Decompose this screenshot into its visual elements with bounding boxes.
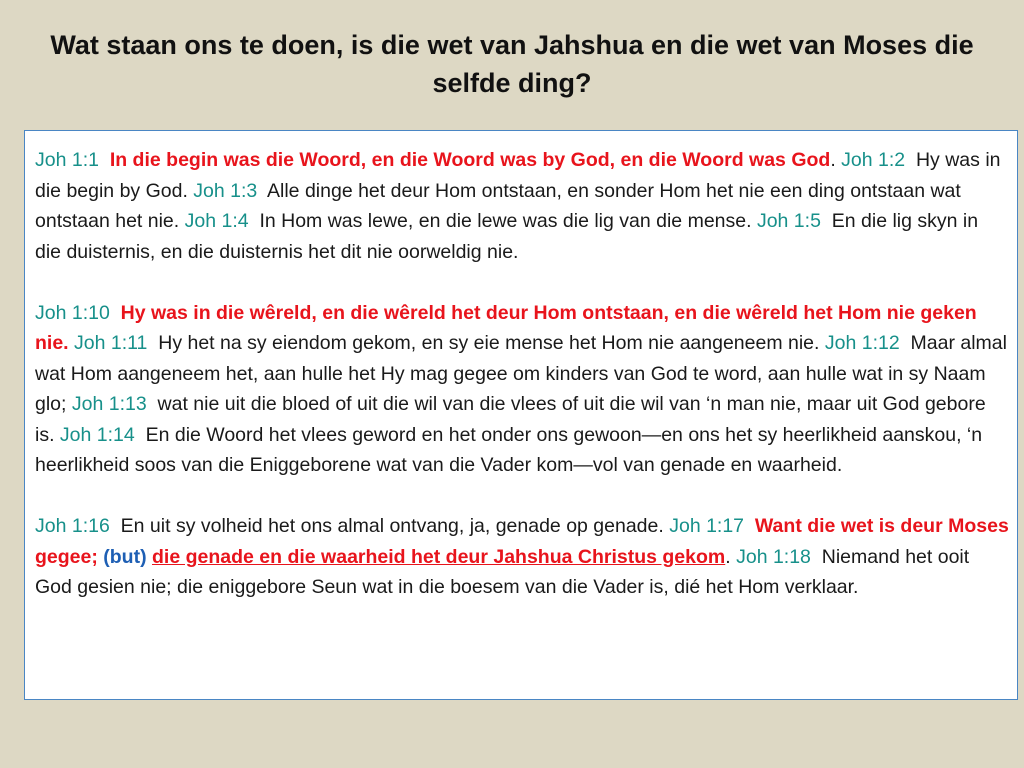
- verse-text: In Hom was lewe, en die lewe was die lig van die mense.: [259, 210, 752, 232]
- verse-ref: Joh 1:1: [35, 149, 99, 171]
- paragraph-2: [35, 298, 1009, 481]
- verse-text: Hy was in die begin by God.: [35, 149, 1001, 202]
- punctuation: .: [830, 149, 836, 171]
- verse-ref: Joh 1:2: [841, 149, 906, 171]
- verse-ref: Joh 1:3: [193, 179, 258, 202]
- verse-ref: Joh 1:4: [184, 210, 249, 232]
- verse-text: Hy het na sy eiendom gekom, en sy eie mense het Hom nie aangeneem nie.: [158, 332, 820, 354]
- verse-ref: Joh 1:13: [71, 393, 147, 415]
- verse-ref: Joh 1:10: [35, 301, 110, 324]
- scripture-text-box: [24, 130, 1018, 700]
- verse-ref: Joh 1:14: [59, 423, 135, 446]
- verse-ref: Joh 1:12: [824, 332, 900, 354]
- verse-ref: Joh 1:11: [74, 332, 148, 354]
- verse-text: wat nie uit die bloed of uit die wil van die vlees of uit die wil van ‘n man nie, maar uit God gebore is.: [35, 393, 986, 446]
- verse-ref: Joh 1:5: [756, 210, 821, 232]
- punctuation: .: [725, 545, 731, 568]
- verse-ref: Joh 1:18: [736, 545, 811, 568]
- verse-text: Maar almal wat Hom aangeneem het, aan hulle het Hy mag gegee om kinders van God te word, aan hulle wat in sy Naam glo;: [35, 332, 1007, 415]
- verse-text: Niemand het ooit God gesien nie; die eniggebore Seun wat in die boesem van die Vader is, dié het Hom verklaar.: [35, 545, 970, 598]
- highlighted-underlined-verse: die genade en die waarheid het deur Jahshua Christus gekom: [152, 545, 726, 568]
- verse-text: En uit sy volheid het ons almal ontvang, ja, genade op genade.: [120, 515, 664, 537]
- slide-title: Wat staan ons te doen, is die wet van Jahshua en die wet van Moses die selfde ding?: [50, 30, 974, 98]
- paragraph-3: [35, 511, 1009, 603]
- verse-ref: Joh 1:16: [35, 515, 110, 537]
- verse-ref: Joh 1:17: [669, 515, 745, 537]
- verse-text: En die Woord het vlees geword en het onder ons gewoon—en ons het sy heerlikheid aanskou, ‘n heerlikheid soos van die Eniggeborene wat van die Vader kom—vol van genade en waarheid.: [35, 423, 983, 476]
- paragraph-1: [35, 145, 1009, 267]
- highlighted-verse: In die begin was die Woord, en die Woord was by God, en die Woord was God: [109, 149, 831, 171]
- highlighted-verse: Hy was in die wêreld, en die wêreld het deur Hom ontstaan, en die wêreld het Hom nie geken nie.: [35, 301, 977, 354]
- highlighted-verse: Want die wet is deur Moses gegee;: [35, 515, 1009, 568]
- verse-text: En die lig skyn in die duisternis, en die duisternis het dit nie oorweldig nie.: [35, 210, 979, 263]
- verse-text: Alle dinge het deur Hom ontstaan, en sonder Hom het nie een ding ontstaan wat ontstaan het nie.: [35, 179, 961, 232]
- but-annotation: (but): [103, 545, 147, 568]
